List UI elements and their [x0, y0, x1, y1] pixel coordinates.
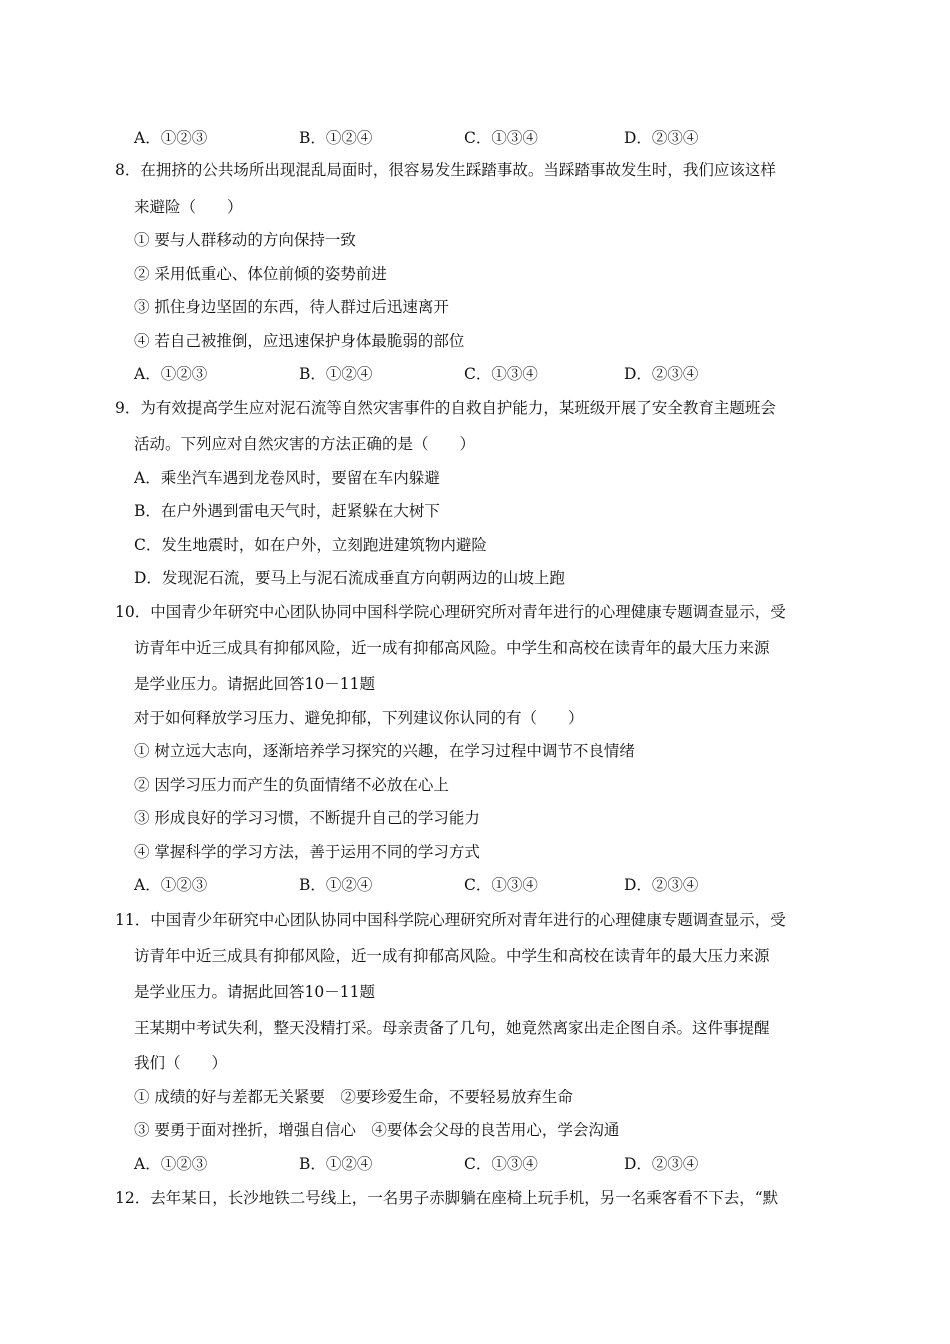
q11-option-d: D．②③④: [624, 1155, 699, 1173]
q10-item-4: ④ 掌握科学的学习方法，善于运用不同的学习方式: [134, 843, 480, 861]
q8-options: [134, 364, 854, 384]
q10-item-3: ③ 形成良好的学习习惯，不断提升自己的学习能力: [134, 809, 480, 827]
q11-stem-line-2: 访青年中近三成具有抑郁风险，近一成有抑郁高风险。中学生和高校在读青年的最大压力来源: [134, 947, 770, 965]
q10-option-d: D．②③④: [624, 876, 699, 894]
q9-stem-line-1: 9．为有效提高学生应对泥石流等自然灾害事件的自救自护能力，某班级开展了安全教育主题班会: [115, 399, 776, 417]
q11-question-line-1: 王某期中考试失利，整天没精打采。母亲责备了几句，她竟然离家出走企图自杀。这件事提醒: [134, 1019, 770, 1037]
q8-option-b: B．①②④: [299, 365, 373, 383]
q10-option-b: B．①②④: [299, 876, 373, 894]
q10-options: [134, 875, 854, 895]
q7-options: [134, 128, 854, 148]
q11-items-row-1: ① 成绩的好与差都无关紧要 ②要珍爱生命，不要轻易放弃生命: [134, 1088, 573, 1106]
q10-option-c: C．①③④: [464, 876, 538, 894]
q11-stem-line-3: 是学业压力。请据此回答10－11题: [134, 983, 375, 1001]
q9-choice-c: C．发生地震时，如在户外，立刻跑进建筑物内避险: [134, 536, 487, 554]
q7-option-a: A．①②③: [134, 129, 208, 147]
q11-option-a: A．①②③: [134, 1155, 208, 1173]
q7-option-d: D．②③④: [624, 129, 699, 147]
q7-option-c: C．①③④: [464, 129, 538, 147]
q11-option-b: B．①②④: [299, 1155, 373, 1173]
q9-stem-line-2: 活动。下列应对自然灾害的方法正确的是（ ）: [134, 435, 476, 453]
q9-choice-a: A．乘坐汽车遇到龙卷风时，要留在车内躲避: [134, 469, 440, 487]
q10-item-1: ① 树立远大志向，逐渐培养学习探究的兴趣，在学习过程中调节不良情绪: [134, 742, 635, 760]
q11-question-line-2: 我们（ ）: [134, 1054, 228, 1072]
q8-option-c: C．①③④: [464, 365, 538, 383]
q7-option-b: B．①②④: [299, 129, 373, 147]
q11-option-c: C．①③④: [464, 1155, 538, 1173]
q8-option-d: D．②③④: [624, 365, 699, 383]
q11-options: [134, 1154, 854, 1174]
q8-item-3: ③ 抓住身边坚固的东西，待人群过后迅速离开: [134, 298, 449, 316]
q8-item-2: ② 采用低重心、体位前倾的姿势前进: [134, 265, 387, 283]
q8-item-1: ① 要与人群移动的方向保持一致: [134, 231, 356, 249]
q10-stem-line-3: 是学业压力。请据此回答10－11题: [134, 675, 375, 693]
q9-choice-b: B．在户外遇到雷电天气时，赶紧躲在大树下: [134, 502, 440, 520]
q12-stem-line-1: 12．去年某日，长沙地铁二号线上，一名男子赤脚躺在座椅上玩手机，另一名乘客看不下去，“默: [115, 1189, 779, 1207]
q8-stem-line-2: 来避险（ ）: [134, 198, 243, 216]
q10-stem-line-2: 访青年中近三成具有抑郁风险，近一成有抑郁高风险。中学生和高校在读青年的最大压力来源: [134, 639, 770, 657]
q10-item-2: ② 因学习压力而产生的负面情绪不必放在心上: [134, 776, 449, 794]
q10-option-a: A．①②③: [134, 876, 208, 894]
q9-choice-d: D．发现泥石流，要马上与泥石流成垂直方向朝两边的山坡上跑: [134, 569, 565, 587]
q10-stem-line-1: 10．中国青少年研究中心团队协同中国科学院心理研究所对青年进行的心理健康专题调查显示，受: [115, 603, 786, 621]
q10-question: 对于如何释放学习压力、避免抑郁，下列建议你认同的有（ ）: [134, 709, 584, 727]
q8-stem-line-1: 8．在拥挤的公共场所出现混乱局面时，很容易发生踩踏事故。当踩踏事故发生时，我们应该这样: [115, 161, 776, 179]
q8-option-a: A．①②③: [134, 365, 208, 383]
q11-items-row-2: ③ 要勇于面对挫折，增强自信心 ④要体会父母的良苦用心，学会沟通: [134, 1121, 620, 1139]
q11-stem-line-1: 11．中国青少年研究中心团队协同中国科学院心理研究所对青年进行的心理健康专题调查显示，受: [115, 911, 786, 929]
q8-item-4: ④ 若自己被推倒，应迅速保护身体最脆弱的部位: [134, 332, 465, 350]
